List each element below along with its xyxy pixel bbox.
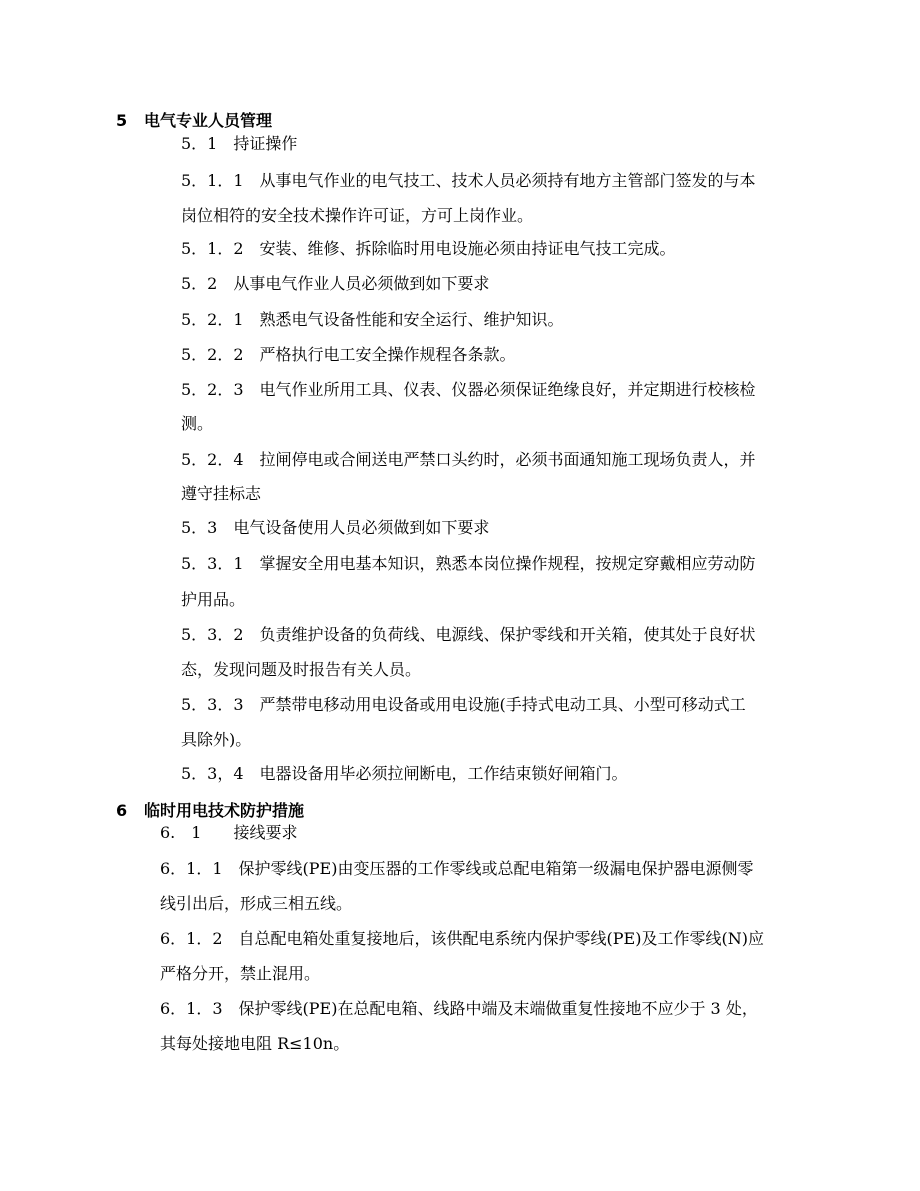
clause-line-continuation: 遵守挂标志 bbox=[181, 484, 262, 503]
clause-line: 6．1．3 保护零线(PE)在总配电箱、线路中端及末端做重复性接地不应少于 3 处， bbox=[160, 999, 758, 1018]
clause-line: 5．3，4 电器设备用毕必须拉闸断电，工作结束锁好闸箱门。 bbox=[181, 764, 628, 783]
clause-line: 5．2．4 拉闸停电或合闸送电严禁口头约时，必须书面通知施工现场负责人，并 bbox=[181, 450, 756, 469]
clause-line: 5．2．3 电气作业所用工具、仪表、仪器必须保证绝缘良好，并定期进行校核检 bbox=[181, 380, 756, 399]
clause-line: 5．3 电气设备使用人员必须做到如下要求 bbox=[181, 518, 490, 537]
clause-line-continuation: 严格分开，禁止混用。 bbox=[160, 964, 321, 983]
clause-line: 5．1．2 安装、维修、拆除临时用电设施必须由持证电气技工完成。 bbox=[181, 239, 676, 258]
clause-line-continuation: 测。 bbox=[181, 414, 214, 433]
clause-line: 6. 1 接线要求 bbox=[160, 823, 298, 842]
clause-line: 5．2．1 熟悉电气设备性能和安全运行、维护知识。 bbox=[181, 310, 564, 329]
clause-line: 5．3．2 负责维护设备的负荷线、电源线、保护零线和开关箱，使其处于良好状 bbox=[181, 625, 756, 644]
section-number: 6 bbox=[116, 801, 128, 820]
clause-line-continuation: 岗位相符的安全技术操作许可证，方可上岗作业。 bbox=[181, 206, 534, 225]
clause-line-continuation: 护用品。 bbox=[181, 590, 246, 609]
section-title: 临时用电技术防护措施 bbox=[144, 801, 305, 820]
clause-line-continuation: 具除外)。 bbox=[181, 730, 252, 749]
section-number: 5 bbox=[116, 111, 128, 130]
clause-line: 5．1 持证操作 bbox=[181, 134, 298, 153]
clause-line: 6．1．1 保护零线(PE)由变压器的工作零线或总配电箱第一级漏电保护器电源侧零 bbox=[160, 859, 754, 878]
clause-line: 5．3．1 掌握安全用电基本知识，熟悉本岗位操作规程，按规定穿戴相应劳动防 bbox=[181, 554, 756, 573]
clause-line-continuation: 态，发现问题及时报告有关人员。 bbox=[181, 660, 422, 679]
clause-line: 5．1．1 从事电气作业的电气技工、技术人员必须持有地方主管部门签发的与本 bbox=[181, 171, 756, 190]
section-heading-5 bbox=[116, 111, 272, 131]
section-heading-6 bbox=[116, 801, 304, 821]
clause-line-continuation: 其每处接地电阻 R≤10n。 bbox=[160, 1034, 350, 1053]
clause-line: 5．3．3 严禁带电移动用电设备或用电设施(手持式电动工具、小型可移动式工 bbox=[181, 695, 746, 714]
clause-line: 5．2．2 严格执行电工安全操作规程各条款。 bbox=[181, 345, 516, 364]
clause-line-continuation: 线引出后，形成三相五线。 bbox=[160, 894, 353, 913]
clause-line: 6．1．2 自总配电箱处重复接地后，该供配电系统内保护零线(PE)及工作零线(N)应 bbox=[160, 929, 764, 948]
clause-line: 5．2 从事电气作业人员必须做到如下要求 bbox=[181, 274, 490, 293]
section-title: 电气专业人员管理 bbox=[144, 111, 273, 130]
